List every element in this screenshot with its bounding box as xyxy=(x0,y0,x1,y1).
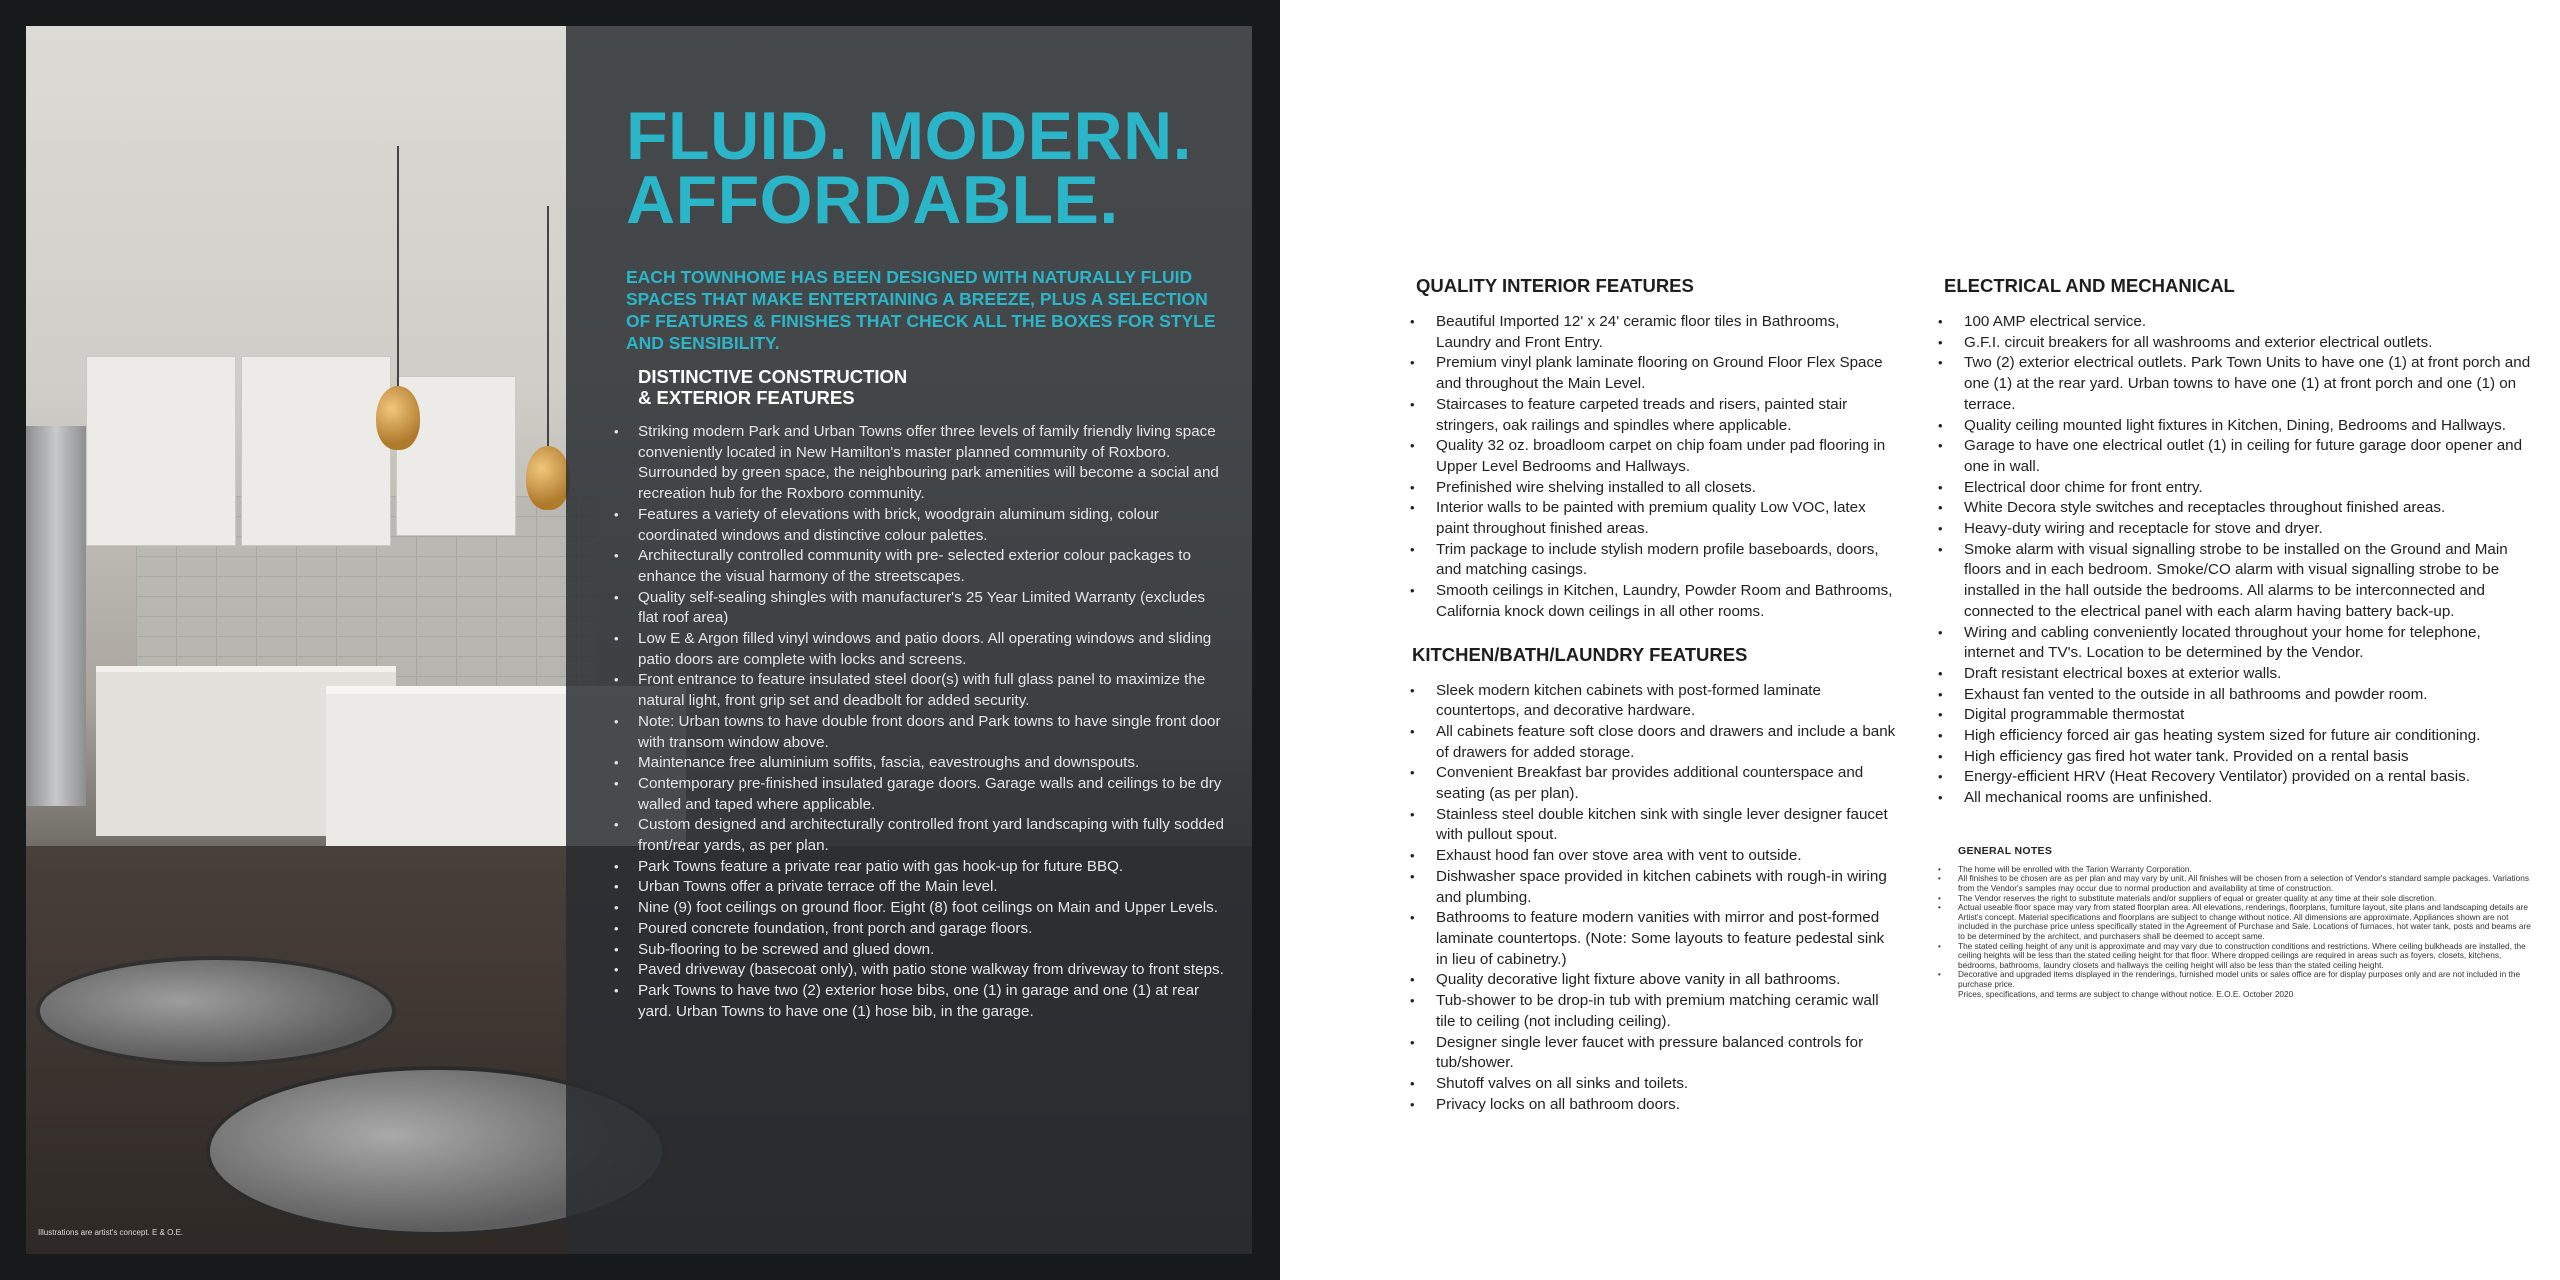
list-item: • Energy-efficient HRV (Heat Recovery Ventilator) provided on a rental basis. xyxy=(1934,767,2534,788)
section-title-kitchen-bath: KITCHEN/BATH/LAUNDRY FEATURES xyxy=(1412,643,1748,665)
list-item: • Quality self-sealing shingles with manufacturer's 25 Year Limited Warranty (excludes flat roof area) xyxy=(638,588,1226,629)
list-item: • All mechanical rooms are unfinished. xyxy=(1934,788,2534,809)
section-heading xyxy=(638,366,1226,408)
list-item: • Designer single lever faucet with pressure balanced controls for tub/shower. xyxy=(1406,1033,1896,1074)
right-page xyxy=(1280,0,2560,1280)
headline-line: AFFORDABLE. xyxy=(626,162,1119,238)
construction-features-list xyxy=(638,422,1226,1022)
pendant-light-icon xyxy=(376,386,420,450)
list-item: • Trim package to include stylish modern profile baseboards, doors, and matching casings. xyxy=(1406,540,1896,581)
list-item: • 100 AMP electrical service. xyxy=(1934,312,2534,333)
general-notes xyxy=(1934,845,2534,999)
list-item: • Nine (9) foot ceilings on ground floor. Eight (8) foot ceilings on Main and Upper Levels. xyxy=(638,898,1226,919)
list-item: • Privacy locks on all bathroom doors. xyxy=(1406,1095,1896,1116)
general-notes-final: Prices, specifications, and terms are subject to change without notice. E.O.E. October 2020 xyxy=(1958,988,2294,999)
upper-cabinet xyxy=(241,356,391,546)
list-item: • Heavy-duty wiring and receptacle for stove and dryer. xyxy=(1934,519,2534,540)
refrigerator xyxy=(26,426,86,806)
column-left xyxy=(1406,274,1896,1115)
list-item: • Maintenance free aluminium soffits, fascia, eavestroughs and downspouts. xyxy=(638,753,1226,774)
section-title-electrical: ELECTRICAL AND MECHANICAL xyxy=(1944,275,2235,296)
list-item: • Striking modern Park and Urban Towns offer three levels of family friendly living space conveniently located in New Hamilton's master planned community of Roxboro. Surrounded by green space, the neighbouring park amenities will become a social and recreation hub for the Roxboro community. xyxy=(638,422,1226,505)
list-item: • Convenient Breakfast bar provides additional counterspace and seating (as per plan). xyxy=(1406,763,1896,804)
pendant-light-icon xyxy=(526,446,570,510)
general-notes-list xyxy=(1934,865,2534,990)
list-item: • Architecturally controlled community with pre- selected exterior colour packages to enhance the visual harmony of the streetscapes. xyxy=(638,546,1226,587)
list-item: • Urban Towns offer a private terrace off the Main level. xyxy=(638,877,1226,898)
list-item: • Prefinished wire shelving installed to all closets. xyxy=(1406,478,1896,499)
list-item: • Poured concrete foundation, front porch and garage floors. xyxy=(638,919,1226,940)
list-item: • All finishes to be chosen are as per plan and may vary by unit. All finishes will be chosen from a selection of Vendor's standard sample packages. Variations from the Vendor's samples may occur due to normal production and availability at time of construction. xyxy=(1934,874,2534,893)
list-item: • Custom designed and architecturally controlled front yard landscaping with fully sodded front/rear yards, as per plan. xyxy=(638,815,1226,856)
headline-line: FLUID. MODERN. xyxy=(626,98,1193,174)
kitchen-bath-list xyxy=(1406,681,1896,1116)
list-item: • Interior walls to be painted with premium quality Low VOC, latex paint throughout finished areas. xyxy=(1406,498,1896,539)
list-item: • White Decora style switches and receptacles throughout finished areas. xyxy=(1934,498,2534,519)
list-item: • Premium vinyl plank laminate flooring on Ground Floor Flex Space and throughout the Main Level. xyxy=(1406,353,1896,394)
list-item: • Paved driveway (basecoat only), with patio stone walkway from driveway to front steps. xyxy=(638,960,1226,981)
list-item: • Sub-flooring to be screwed and glued down. xyxy=(638,940,1226,961)
list-item: • Park Towns to have two (2) exterior hose bibs, one (1) in garage and one (1) at rear yard. Urban Towns to have one (1) hose bib, in the garage. xyxy=(638,981,1226,1022)
list-item: • High efficiency gas fired hot water tank. Provided on a rental basis xyxy=(1934,747,2534,768)
list-item: • Garage to have one electrical outlet (1) in ceiling for future garage door opener and one in wall. xyxy=(1934,436,2534,477)
list-item: • Features a variety of elevations with brick, woodgrain aluminum siding, colour coordinated windows and distinctive colour palettes. xyxy=(638,505,1226,546)
list-item: • Quality 32 oz. broadloom carpet on chip foam under pad flooring in Upper Level Bedrooms and Hallways. xyxy=(1406,436,1896,477)
list-item: • G.F.I. circuit breakers for all washrooms and exterior electrical outlets. xyxy=(1934,333,2534,354)
list-item: • Park Towns feature a private rear patio with gas hook-up for future BBQ. xyxy=(638,857,1226,878)
list-item: • Low E & Argon filled vinyl windows and patio doors. All operating windows and sliding patio doors are complete with locks and screens. xyxy=(638,629,1226,670)
upper-cabinet xyxy=(86,356,236,546)
general-notes-title: GENERAL NOTES xyxy=(1958,844,2053,857)
list-item: • Smooth ceilings in Kitchen, Laundry, Powder Room and Bathrooms, California knock down ceilings in all other rooms. xyxy=(1406,581,1896,622)
list-item: • Tub-shower to be drop-in tub with premium matching ceramic wall tile to ceiling (not including ceiling). xyxy=(1406,991,1896,1032)
section-heading-line: & EXTERIOR FEATURES xyxy=(638,387,855,408)
list-item: • Electrical door chime for front entry. xyxy=(1934,478,2534,499)
list-item: • Draft resistant electrical boxes at exterior walls. xyxy=(1934,664,2534,685)
list-item: • Exhaust hood fan over stove area with vent to outside. xyxy=(1406,846,1896,867)
overlay-content xyxy=(626,98,1226,1022)
list-item: • The home will be enrolled with the Tarion Warranty Corporation. xyxy=(1934,865,2534,875)
list-item: • Digital programmable thermostat xyxy=(1934,705,2534,726)
electrical-list xyxy=(1934,312,2534,809)
list-item: • Two (2) exterior electrical outlets. Park Town Units to have one (1) at front porch and one (1) at the rear yard. Urban towns to have one (1) at front porch and one (1) on terrace. xyxy=(1934,353,2534,415)
headline xyxy=(626,98,1226,238)
column-right xyxy=(1934,274,2534,999)
quality-interior-list xyxy=(1406,312,1896,623)
list-item: • Actual useable floor space may vary from stated floorplan area. All elevations, renderings, floorplans, furniture layout, site plans and landscaping details are Artist's concept. Material specifications and floorplans are subject to change without notice. All dimensions are approximate. Appliances shown are not included in the purchase price unless specifically stated in the Agreement of Purchase and Sale. Locations of furnaces, hot water tank, posts and beams are to be determined by the architect, and purchasers shall be deemed to accept same. xyxy=(1934,903,2534,941)
intro-text: EACH TOWNHOME HAS BEEN DESIGNED WITH NATURALLY FLUID SPACES THAT MAKE ENTERTAINING A BREEZE, PLUS A SELECTION OF FEATURES & FINISHES THAT CHECK ALL THE BOXES FOR STYLE AND SENSIBILITY. xyxy=(626,267,1216,353)
list-item: • The stated ceiling height of any unit is approximate and may vary due to construction conditions and restrictions. Where ceiling bulkheads are installed, the ceiling heights will be less than the stated ceiling height for that floor. Where dropped ceilings are required in areas such as foyers, closets, kitchens, bedrooms, bathrooms, laundry closets and hallways the ceiling height will also be less than the stated ceiling height. xyxy=(1934,942,2534,971)
list-item: • High efficiency forced air gas heating system sized for future air conditioning. xyxy=(1934,726,2534,747)
list-item: • Shutoff valves on all sinks and toilets. xyxy=(1406,1074,1896,1095)
section-title-quality-interior: QUALITY INTERIOR FEATURES xyxy=(1416,275,1694,296)
photo-credit: Illustrations are artist's concept. E & O.E. xyxy=(38,1228,184,1237)
section-heading-line: DISTINCTIVE CONSTRUCTION xyxy=(638,366,908,387)
list-item: • Beautiful Imported 12' x 24' ceramic floor tiles in Bathrooms, Laundry and Front Entry. xyxy=(1406,312,1896,353)
list-item: • Staircases to feature carpeted treads and risers, painted stair stringers, oak railings and spindles where applicable. xyxy=(1406,395,1896,436)
list-item: • Bathrooms to feature modern vanities with mirror and post-formed laminate countertops. (Note: Some layouts to feature pedestal sink in lieu of cabinetry.) xyxy=(1406,908,1896,970)
coffee-table xyxy=(36,956,396,1066)
list-item: • Dishwasher space provided in kitchen cabinets with rough-in wiring and plumbing. xyxy=(1406,867,1896,908)
list-item: • Exhaust fan vented to the outside in all bathrooms and powder room. xyxy=(1934,685,2534,706)
list-item: • All cabinets feature soft close doors and drawers and include a bank of drawers for added storage. xyxy=(1406,722,1896,763)
list-item: • Contemporary pre-finished insulated garage doors. Garage walls and ceilings to be dry walled and taped where applicable. xyxy=(638,774,1226,815)
list-item: • Decorative and upgraded items displayed in the renderings, furnished model units or sales office are for display purposes only and are not included in the purchase price. xyxy=(1934,970,2534,989)
list-item: • The Vendor reserves the right to substitute materials and/or suppliers of equal or greater quality at any time at their sole discretion. xyxy=(1934,894,2534,904)
list-item: • Wiring and cabling conveniently located throughout your home for telephone, internet and TV's. Location to be determined by the Vendor. xyxy=(1934,623,2534,664)
list-item: • Note: Urban towns to have double front doors and Park towns to have single front door with transom window above. xyxy=(638,712,1226,753)
list-item: • Stainless steel double kitchen sink with single lever designer faucet with pullout spout. xyxy=(1406,805,1896,846)
list-item: • Quality decorative light fixture above vanity in all bathrooms. xyxy=(1406,970,1896,991)
list-item: • Smoke alarm with visual signalling strobe to be installed on the Ground and Main floors and in each bedroom. Smoke/CO alarm with visual signalling strobe to be installed in the hall outside the bedrooms. All alarms to be interconnected and connected to the electrical panel with each alarm having battery back-up. xyxy=(1934,540,2534,623)
list-item: • Quality ceiling mounted light fixtures in Kitchen, Dining, Bedrooms and Hallways. xyxy=(1934,416,2534,437)
list-item: • Front entrance to feature insulated steel door(s) with full glass panel to maximize the natural light, front grip set and deadbolt for added security. xyxy=(638,670,1226,711)
list-item: • Sleek modern kitchen cabinets with post-formed laminate countertops, and decorative hardware. xyxy=(1406,681,1896,722)
